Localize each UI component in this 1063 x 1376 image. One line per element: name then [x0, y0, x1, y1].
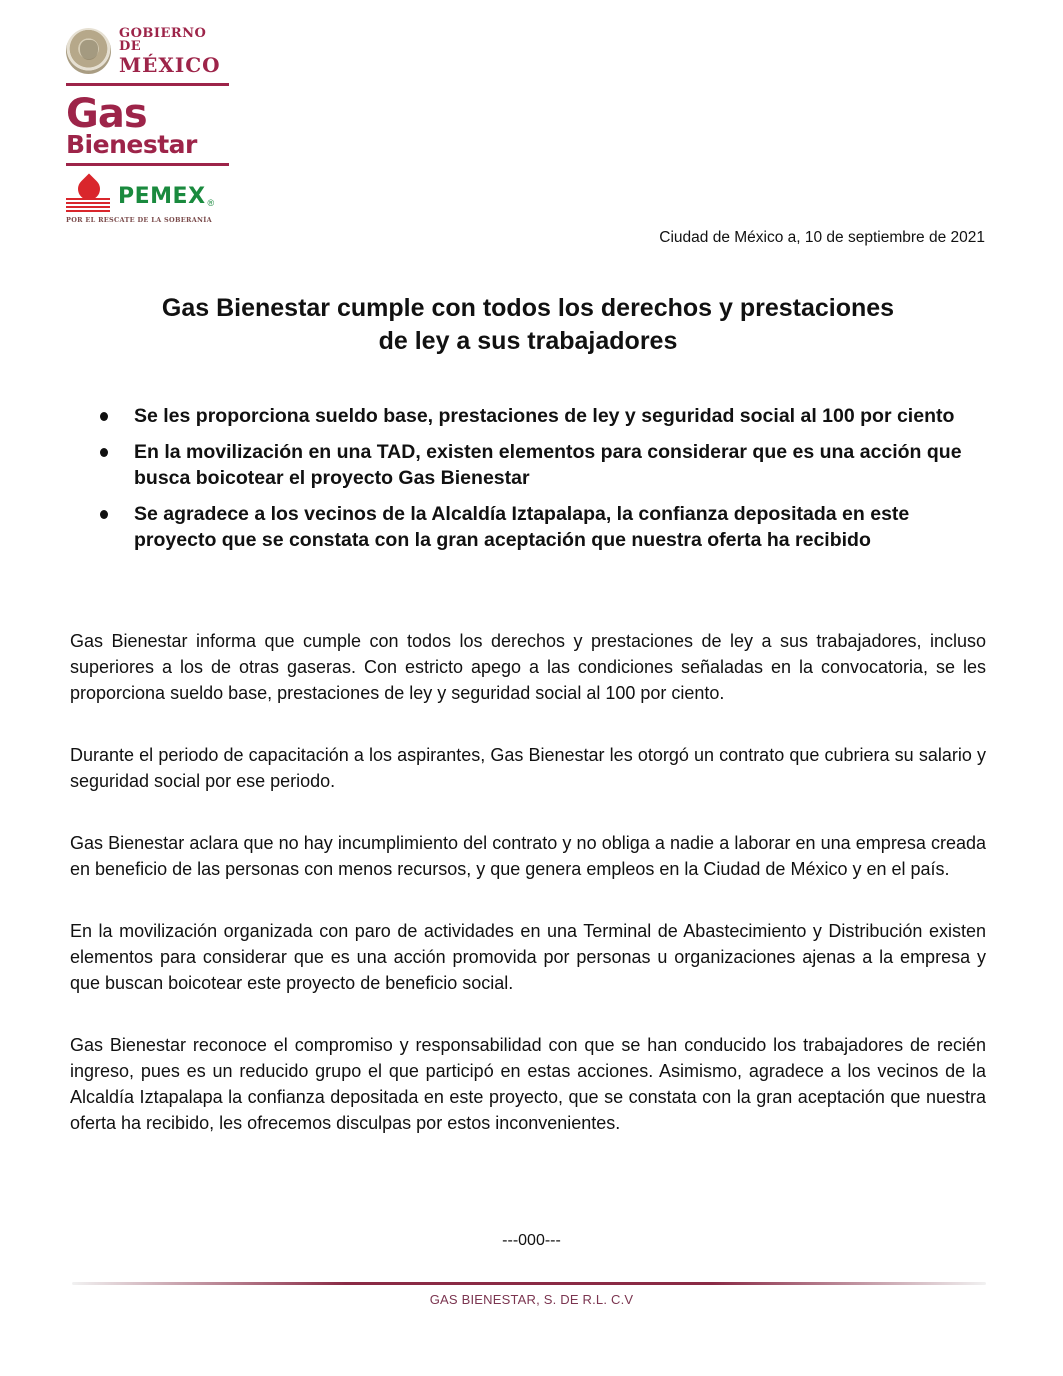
paragraph: Gas Bienestar aclara que no hay incumplimiento del contrato y no obliga a nadie a laborar en una empresa creada en beneficio de las personas con menos recursos, y que genera empleos en la Ciudad de México y en el país. — [70, 833, 986, 879]
bullet-item: En la movilización en una TAD, existen elementos para considerar que es una acción que busca boicotear el proyecto Gas Bienestar — [98, 439, 988, 491]
footer-company: GAS BIENESTAR, S. DE R.L. C.V — [429, 1292, 634, 1307]
gobierno-de-mexico-logo — [66, 26, 231, 76]
closing-mark: ---000--- — [502, 1232, 561, 1249]
bullet-icon — [100, 510, 108, 519]
pemex-tagline: POR EL RESCATE DE LA SOBERANÍA — [66, 216, 212, 224]
title-line1: Gas Bienestar cumple con todos los derechos y prestaciones — [161, 294, 895, 322]
paragraph: Gas Bienestar reconoce el compromiso y responsabilidad con que se han conducido los trabajadores de recién ingreso, pues es un reducido grupo el que participó en estas acciones. Asimismo, agradece a los vecinos de la Alcaldía Iztapalapa la confianza depositada en este proyecto, que se constata con la gran aceptación que nuestra oferta ha recibido, les ofrecemos disculpas por estos inconvenientes. — [70, 1035, 986, 1133]
logo-divider — [66, 163, 229, 166]
page-title — [70, 292, 986, 358]
pemex-logo — [66, 178, 231, 214]
pemex-eagle-icon — [66, 178, 112, 214]
bullet-item: Se les proporciona sueldo base, prestaciones de ley y seguridad social al 100 por ciento — [98, 403, 988, 429]
paragraph: Durante el periodo de capacitación a los aspirantes, Gas Bienestar les otorgó un contrato que cubriera su salario y seguridad social por ese periodo. — [70, 745, 986, 791]
brand-line1: Gas — [66, 91, 147, 137]
footer-divider — [72, 1282, 986, 1285]
title-line2: de ley a sus trabajadores — [378, 327, 678, 355]
bullet-item: Se agradece a los vecinos de la Alcaldía Iztapalapa, la confianza depositada en este proyecto que se constata con la gran aceptación que nuestra oferta ha recibido — [98, 501, 988, 553]
registered-icon: ® — [207, 198, 215, 208]
paragraph: Gas Bienestar informa que cumple con todos los derechos y prestaciones de ley a sus trabajadores, incluso superiores a los de otras gaseras. Con estricto apego a las condiciones señaladas en la convocatoria, se les proporciona sueldo base, prestaciones de ley y seguridad social al 100 por ciento. — [70, 631, 986, 703]
body-text — [70, 628, 986, 1172]
brand-line2: Bienestar — [66, 130, 197, 159]
pemex-wordmark: PEMEX — [118, 183, 206, 209]
gas-bienestar-logo — [66, 91, 231, 159]
bullet-icon — [100, 412, 108, 421]
gobierno-line1: GOBIERNO DE — [118, 26, 207, 54]
dateline: Ciudad de México a, 10 de septiembre de 2021 — [659, 229, 985, 246]
summary-bullets — [98, 403, 988, 563]
bullet-icon — [100, 448, 108, 457]
national-seal-icon — [66, 28, 111, 74]
logo-divider — [66, 83, 229, 86]
header-logos — [66, 26, 231, 224]
gobierno-line2: MÉXICO — [118, 53, 221, 77]
paragraph: En la movilización organizada con paro de actividades en una Terminal de Abastecimiento y Distribución existen elementos para considerar que es una acción promovida por personas u organizaciones ajenas a la empresa y que buscan boicotear este proyecto de beneficio social. — [70, 921, 986, 993]
